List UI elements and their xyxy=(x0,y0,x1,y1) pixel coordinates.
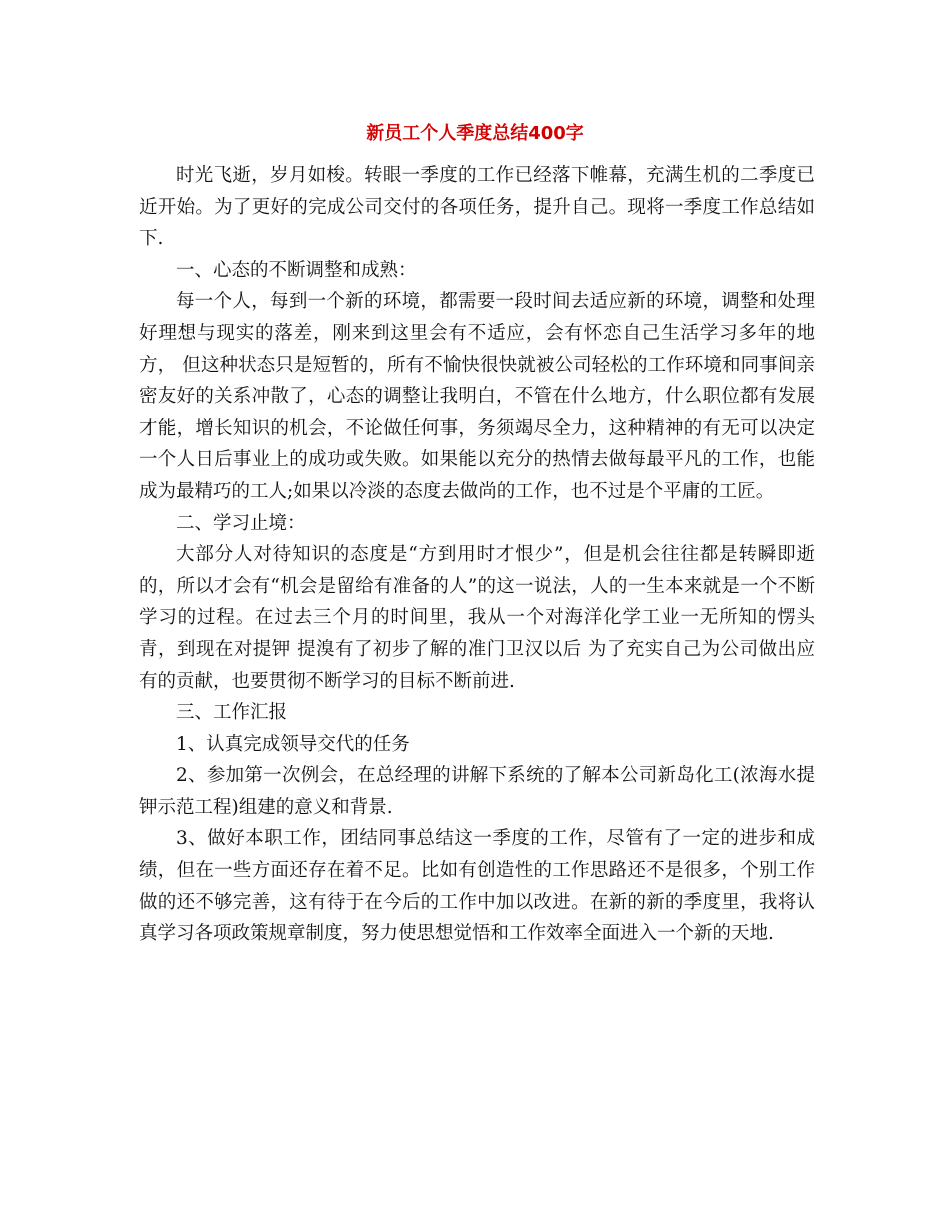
paragraph-intro: 时光飞逝，岁月如梭。转眼一季度的工作已经落下帷幕，充满生机的二季度已近开始。为了更好的完成公司交付的各项任务，提升自己。现将一季度工作总结如下. xyxy=(139,165,815,250)
section-heading-work-report: 三、工作汇报 xyxy=(176,702,288,724)
section-heading-mindset: 一、心态的不断调整和成熟： xyxy=(176,259,417,281)
paragraph-learning: 大部分人对待知识的态度是“方到用时才恨少”，但是机会往往都是转瞬即逝的，所以才会有“机会是留给有准备的人”的这一说法，人的一生本来就是一个不断学习的过程。在过去三个月的时间里，我从一个对海洋化学工业一无所知的愣头青，到现在对提钾 提溴有了初步了解的准门卫汉以后 为了充实自己为公司做出应有的贡献，也要贯彻不断学习的目标不断前进. xyxy=(139,544,815,692)
document-body xyxy=(139,160,815,950)
paragraph-mindset: 每一个人，每到一个新的环境，都需要一段时间去适应新的环境，调整和处理好理想与现实的落差，刚来到这里会有不适应，会有怀恋自己生活学习多年的地方， 但这种状态只是短暂的，所有不愉快很快就被公司轻松的工作环境和同事间亲密友好的关系冲散了，心态的调整让我明白，不管在什么地方，什么职位都有发展才能，增长知识的机会，不论做任何事，务须竭尽全力，这种精神的有无可以决定一个人日后事业上的成功或失败。如果能以充分的热情去做每最平凡的工作，也能成为最精巧的工人;如果以冷淡的态度去做尚的工作，也不过是个平庸的工匠。 xyxy=(139,291,815,502)
work-item-1: 1、认真完成领导交代的任务 xyxy=(176,733,410,755)
document-title: 新员工个人季度总结400字 xyxy=(366,123,584,144)
section-heading-learning: 二、学习止境： xyxy=(176,512,306,534)
work-item-3: 3、做好本职工作，团结同事总结这一季度的工作，尽管有了一定的进步和成绩，但在一些方面还存在着不足。比如有创造性的工作思路还不是很多，个别工作做的还不够完善，这有待于在今后的工作中加以改进。在新的新的季度里，我将认真学习各项政策规章制度，努力使思想觉悟和工作效率全面进入一个新的天地. xyxy=(139,828,815,945)
work-item-2: 2、参加第一次例会，在总经理的讲解下系统的了解本公司新岛化工(浓海水提钾示范工程)组建的意义和背景. xyxy=(139,765,815,818)
